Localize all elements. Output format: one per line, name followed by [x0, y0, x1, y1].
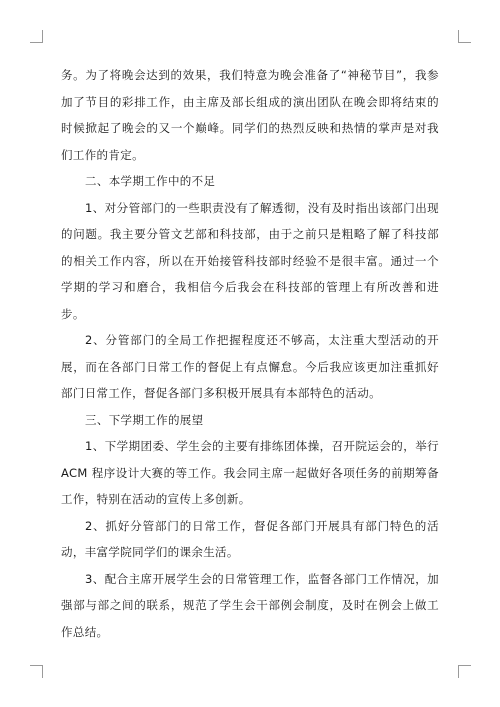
shortcoming-item-1: 1、对分管部门的一些职责没有了解透彻，没有及时指出该部门出现的问题。我主要分管文艺部和科技部，由于之前只是粗略了解了科技部的相关工作内容，所以在开始接管科技部时经验不是很丰富。通过一个学期的学习和磨合，我相信今后我会在科技部的管理上有所改善和进步。 — [61, 200, 439, 321]
page-corner-mark-top-right — [458, 30, 471, 43]
section-heading-shortcomings: 二、本学期工作中的不足 — [85, 174, 216, 188]
outlook-item-1: 1、下学期团委、学生会的主要有排练团体操，召开院运会的，举行 ACM 程序设计大赛的等工作。我会同主席一起做好各项任务的前期筹备工作，特别在活动的宣传上多创新。 — [61, 439, 439, 506]
shortcoming-item-2: 2、分管部门的全局工作把握程度还不够高，太注重大型活动的开展，而在各部门日常工作的督促上有点懈怠。今后我应该更加注重抓好部门日常工作，督促各部门多积极开展具有本部特色的活动。 — [61, 333, 439, 400]
page-corner-mark-top-left — [30, 30, 43, 43]
document-body — [61, 62, 439, 645]
section-heading-outlook: 三、下学期工作的展望 — [85, 412, 204, 427]
paragraph-continuation: 务。为了将晚会达到的效果，我们特意为晚会准备了“神秘节目”，我参加了节目的彩排工作，由主席及部长组成的演出团队在晚会即将结束的时候掀起了晚会的又一个巅峰。同学们的热烈反映和热情的掌声是对我们工作的肯定。 — [61, 68, 439, 162]
outlook-item-3: 3、配合主席开展学生会的日常管理工作，监督各部门工作情况，加强部与部之间的联系，规范了学生会干部例会制度，及时在例会上做工作总结。 — [61, 571, 439, 639]
outlook-item-2: 2、抓好分管部门的日常工作，督促各部门开展具有部门特色的活动，丰富学院同学们的课余生活。 — [61, 518, 439, 559]
page-corner-mark-bottom-right — [458, 665, 471, 678]
page-corner-mark-bottom-left — [30, 665, 43, 678]
